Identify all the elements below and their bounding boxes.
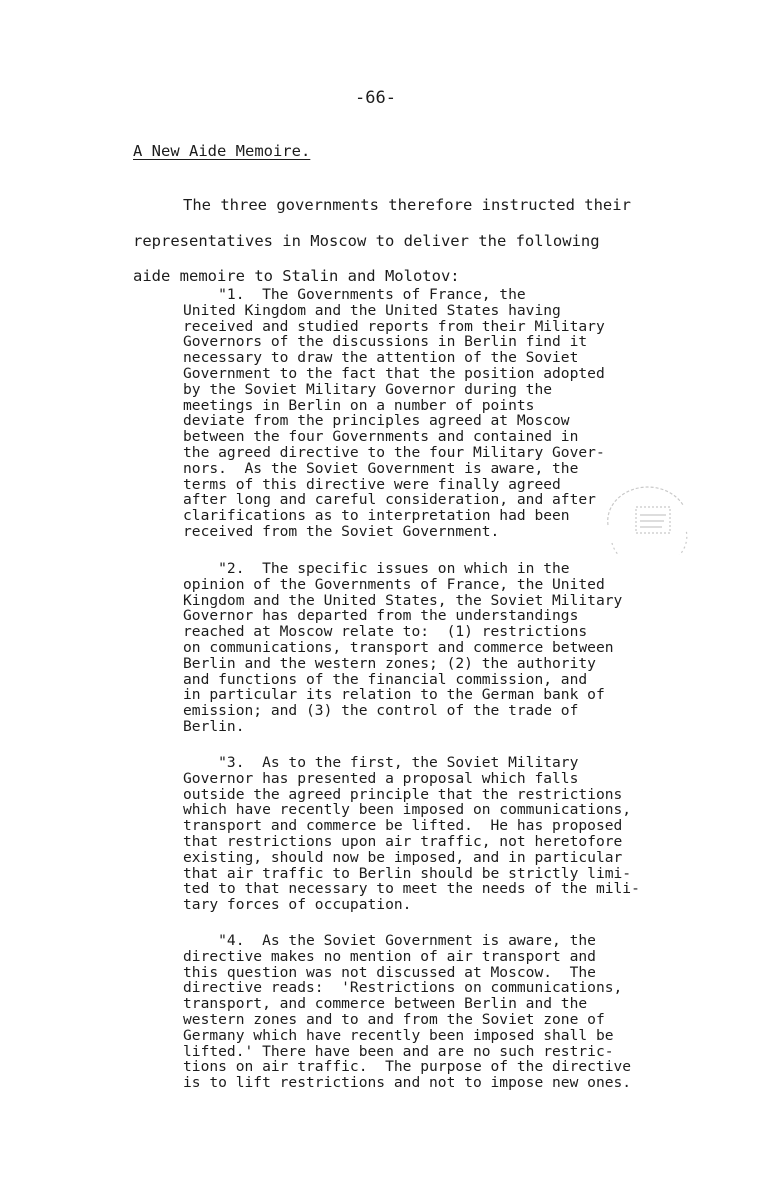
intro-line: representatives in Moscow to deliver the following (133, 231, 600, 250)
page-number: -66- (355, 88, 396, 108)
quoted-paragraph-4: "4. As the Soviet Government is aware, the directive makes no mention of air transport and this question was not discussed at Moscow. The directive reads: 'Restrictions on communications, transport, and commerce between Berlin and the western zones and to and from the Soviet zone of Germany which have recently been imposed shall be lifted.' There have been and are no such restric- tions on air traffic. The purpose of the directive is to lift restrictions and not to impose new ones. (183, 932, 632, 1092)
section-heading: A New Aide Memoire. (133, 142, 311, 160)
quoted-paragraph-3: "3. As to the first, the Soviet Military Governor has presented a proposal which falls outside the agreed principle that the restrictions which have recently been imposed on communications, transport and commerce be lifted. He has proposed that restrictions upon air traffic, not heretofore existing, should now be imposed, and in particular that air traffic to Berlin should be strictly limi- ted to that necessary to meet the needs of the mili- tary forces of occupation. (183, 754, 640, 914)
quoted-paragraph-2: "2. The specific issues on which in the opinion of the Governments of France, the United Kingdom and the United States, the Soviet Military Governor has departed from the understandings reached at Moscow relate to: (1) restrictions on communications, transport and commerce between Berlin and the western zones; (2) the authority and functions of the financial commission, and in particular its relation to the German bank of emission; and (3) the control of the trade of Berlin. (183, 560, 623, 735)
archive-stamp-icon (598, 485, 693, 555)
intro-line: aide memoire to Stalin and Molotov: (133, 267, 460, 285)
quoted-paragraph-1: "1. The Governments of France, the United Kingdom and the United States having received and studied reports from their Military Governors of the discussions in Berlin find it necessary to draw the attention of the Soviet Government to the fact that the position adopted by the Soviet Military Governor during the meetings in Berlin on a number of points deviate from the principles agreed at Moscow between the four Governments and contained in the agreed directive to the four Military Gover- nors. As the Soviet Government is aware, the terms of this directive were finally agreed after long and careful consideration, and after clarifications as to interpretation had been received from the Soviet Government. (183, 286, 605, 540)
intro-line: The three governments therefore instructed their (183, 196, 631, 214)
intro-paragraph (133, 188, 693, 295)
